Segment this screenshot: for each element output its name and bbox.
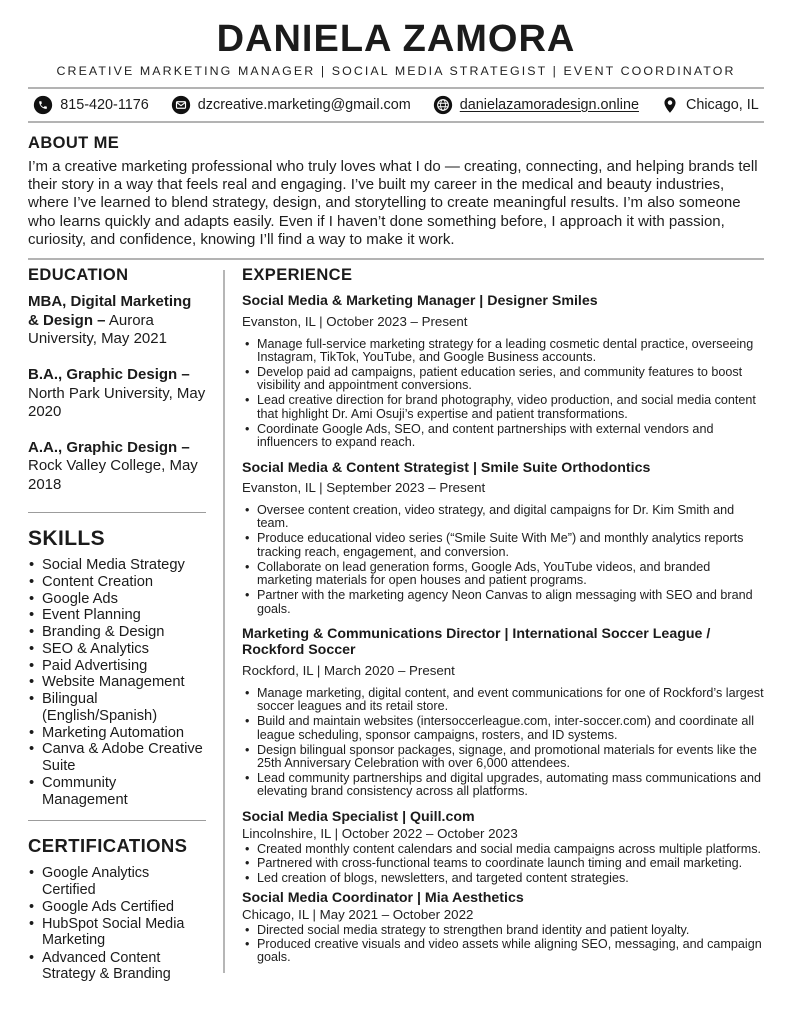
job-meta: Evanston, IL | October 2023 – Present bbox=[242, 313, 468, 329]
education-degree: B.A., Graphic Design – bbox=[28, 366, 190, 384]
education-school: Aurora University, May 2021 bbox=[28, 311, 167, 347]
job-bullets bbox=[242, 504, 764, 616]
job-title: Social Media & Marketing Manager | Designer Smiles bbox=[242, 293, 598, 310]
contact-email-value: dzcreative.marketing@gmail.com bbox=[197, 96, 411, 113]
list-item: • Partner with the marketing agency Neon Canvas to align messaging with SEO and brand goals. bbox=[242, 589, 764, 616]
job-bullets bbox=[242, 338, 764, 450]
experience-item bbox=[242, 626, 764, 799]
list-item: • Build and maintain websites (intersoccerleague.com, inter-soccer.com) and coordinate all league scheduling, sponsor campaigns, rosters, and ID systems. bbox=[242, 715, 764, 742]
list-item: • Lead creative direction for brand photography, video production, and social media content that highlight Dr. Ami Osuji’s expertise and patient transformations. bbox=[242, 394, 764, 421]
tagline: CREATIVE MARKETING MANAGER | SOCIAL MEDIA STRATEGIST | EVENT COORDINATOR bbox=[56, 63, 736, 78]
education-item bbox=[28, 293, 206, 348]
skills-heading: SKILLS bbox=[28, 527, 106, 551]
list-item: • Bilingual (English/Spanish) bbox=[28, 691, 206, 725]
list-item: • Created monthly content calendars and social media campaigns across multiple platforms. bbox=[242, 843, 764, 856]
header-divider-bottom bbox=[28, 121, 764, 123]
list-item: • Marketing Automation bbox=[28, 725, 206, 742]
list-item: • Google Analytics Certified bbox=[28, 865, 206, 898]
list-item: • Community Management bbox=[28, 775, 206, 809]
list-item: • Coordinate Google Ads, SEO, and content partnerships with external vendors and influencers to expand reach. bbox=[242, 423, 764, 450]
list-item: • Design bilingual sponsor packages, signage, and promotional materials for events like the 25th Anniversary Celebration with over 6,000 attendees. bbox=[242, 744, 764, 771]
contact-bar bbox=[28, 89, 764, 121]
contact-phone bbox=[33, 95, 149, 115]
certifications-list bbox=[28, 865, 206, 982]
skills-list bbox=[28, 557, 206, 808]
job-meta: Chicago, IL | May 2021 – October 2022 bbox=[242, 906, 474, 922]
education-degree: MBA, Digital Marketing & Design – bbox=[28, 293, 192, 329]
experience-item bbox=[242, 293, 764, 449]
education-item bbox=[28, 366, 206, 421]
certifications-heading: CERTIFICATIONS bbox=[28, 835, 188, 857]
left-divider-2 bbox=[28, 820, 206, 821]
about-text: I’m a creative marketing professional who truly loves what I do — creating, connecting, and helping brands tell their story in a way that feels real and engaging. I’ve built my career in the medical and beauty industries, where I’ve learned to blend strategy, design, and storytelling to create meaningful results. I’m also someone who learns quickly and adapts easily. Even if I haven’t done something before, I approach it with passion, curiosity, and confidence, knowing I’ll find a way to make it work. bbox=[28, 157, 758, 249]
list-item: • Partnered with cross-functional teams to coordinate launch timing and email marketing. bbox=[242, 857, 764, 870]
certifications-section bbox=[28, 835, 206, 982]
contact-email bbox=[171, 95, 411, 115]
list-item: • Lead community partnerships and digital upgrades, automating mass communications and elevating brand consistency across all platforms. bbox=[242, 772, 764, 799]
list-item: • Canva & Adobe Creative Suite bbox=[28, 741, 206, 775]
list-item: • Paid Advertising bbox=[28, 658, 206, 675]
job-bullets bbox=[242, 924, 764, 965]
education-school: North Park University, May 2020 bbox=[28, 384, 206, 420]
education-list bbox=[28, 293, 206, 494]
contact-website bbox=[433, 95, 639, 115]
website-link[interactable]: danielazamoradesign.online bbox=[459, 96, 639, 113]
contact-location-value: Chicago, IL bbox=[685, 96, 759, 113]
about-heading: ABOUT ME bbox=[28, 133, 120, 152]
list-item: • Manage full-service marketing strategy for a leading cosmetic dental practice, overseeing Instagram, TikTok, YouTube, and Google Business accounts. bbox=[242, 338, 764, 365]
job-bullets bbox=[242, 687, 764, 799]
job-meta: Evanston, IL | September 2023 – Present bbox=[242, 480, 486, 495]
experience-item bbox=[242, 890, 764, 965]
two-column-body bbox=[28, 262, 764, 983]
list-item: • Led creation of blogs, newsletters, and targeted content strategies. bbox=[242, 872, 764, 885]
education-degree: A.A., Graphic Design – bbox=[28, 439, 190, 457]
list-item: • Website Management bbox=[28, 674, 206, 691]
skills-section bbox=[28, 527, 206, 808]
education-item bbox=[28, 439, 206, 494]
envelope-icon bbox=[171, 95, 191, 115]
left-divider-1 bbox=[28, 512, 206, 513]
list-item: • Social Media Strategy bbox=[28, 557, 206, 574]
education-school: Rock Valley College, May 2018 bbox=[28, 457, 198, 493]
list-item: • HubSpot Social Media Marketing bbox=[28, 916, 206, 949]
globe-icon bbox=[433, 95, 453, 115]
experience-heading: EXPERIENCE bbox=[242, 266, 353, 285]
education-heading: EDUCATION bbox=[28, 266, 129, 285]
experience-item bbox=[242, 809, 764, 885]
experience-list bbox=[242, 293, 764, 964]
person-name: DANIELA ZAMORA bbox=[216, 18, 576, 60]
body-divider bbox=[28, 258, 764, 260]
experience-column bbox=[242, 262, 764, 983]
list-item: • Manage marketing, digital content, and event communications for one of Rockford’s largest soccer leagues and its retail store. bbox=[242, 687, 764, 714]
location-pin-icon bbox=[661, 95, 679, 115]
list-item: • Branding & Design bbox=[28, 624, 206, 641]
list-item: • Google Ads Certified bbox=[28, 899, 206, 915]
job-bullets bbox=[242, 843, 764, 885]
job-title: Marketing & Communications Director | International Soccer League / Rockford Soccer bbox=[242, 626, 711, 659]
list-item: • Oversee content creation, video strategy, and digital campaigns for Dr. Kim Smith and team. bbox=[242, 504, 764, 531]
list-item: • Google Ads bbox=[28, 591, 206, 608]
job-meta: Rockford, IL | March 2020 – Present bbox=[242, 662, 455, 678]
job-meta: Lincolnshire, IL | October 2022 – October 2023 bbox=[242, 826, 518, 842]
list-item: • Collaborate on lead generation forms, Google Ads, YouTube videos, and branded marketing materials for open houses and patient programs. bbox=[242, 561, 764, 588]
education-section bbox=[28, 266, 206, 494]
column-divider bbox=[223, 270, 225, 973]
experience-item bbox=[242, 460, 764, 616]
list-item: • Advanced Content Strategy & Branding bbox=[28, 950, 206, 983]
list-item: • SEO & Analytics bbox=[28, 641, 206, 658]
phone-icon bbox=[33, 95, 53, 115]
contact-location bbox=[661, 95, 759, 115]
left-column bbox=[28, 262, 206, 983]
list-item: • Develop paid ad campaigns, patient education series, and community features to boost visibility and appointment conversions. bbox=[242, 366, 764, 393]
resume-header bbox=[28, 20, 764, 123]
job-title: Social Media Coordinator | Mia Aesthetics bbox=[242, 889, 524, 906]
list-item: • Event Planning bbox=[28, 607, 206, 624]
list-item: • Produce educational video series (“Smile Suite With Me”) and monthly analytics reports tracking reach, engagement, and conversion. bbox=[242, 532, 764, 559]
about-section bbox=[28, 134, 764, 249]
list-item: • Produced creative visuals and video assets while aligning SEO, messaging, and campaign goals. bbox=[242, 938, 764, 964]
job-title: Social Media Specialist | Quill.com bbox=[242, 808, 475, 825]
job-title: Social Media & Content Strategist | Smile Suite Orthodontics bbox=[242, 459, 651, 476]
list-item: • Directed social media strategy to strengthen brand identity and patient loyalty. bbox=[242, 924, 764, 937]
contact-phone-value: 815-420-1176 bbox=[60, 96, 149, 113]
list-item: • Content Creation bbox=[28, 574, 206, 591]
